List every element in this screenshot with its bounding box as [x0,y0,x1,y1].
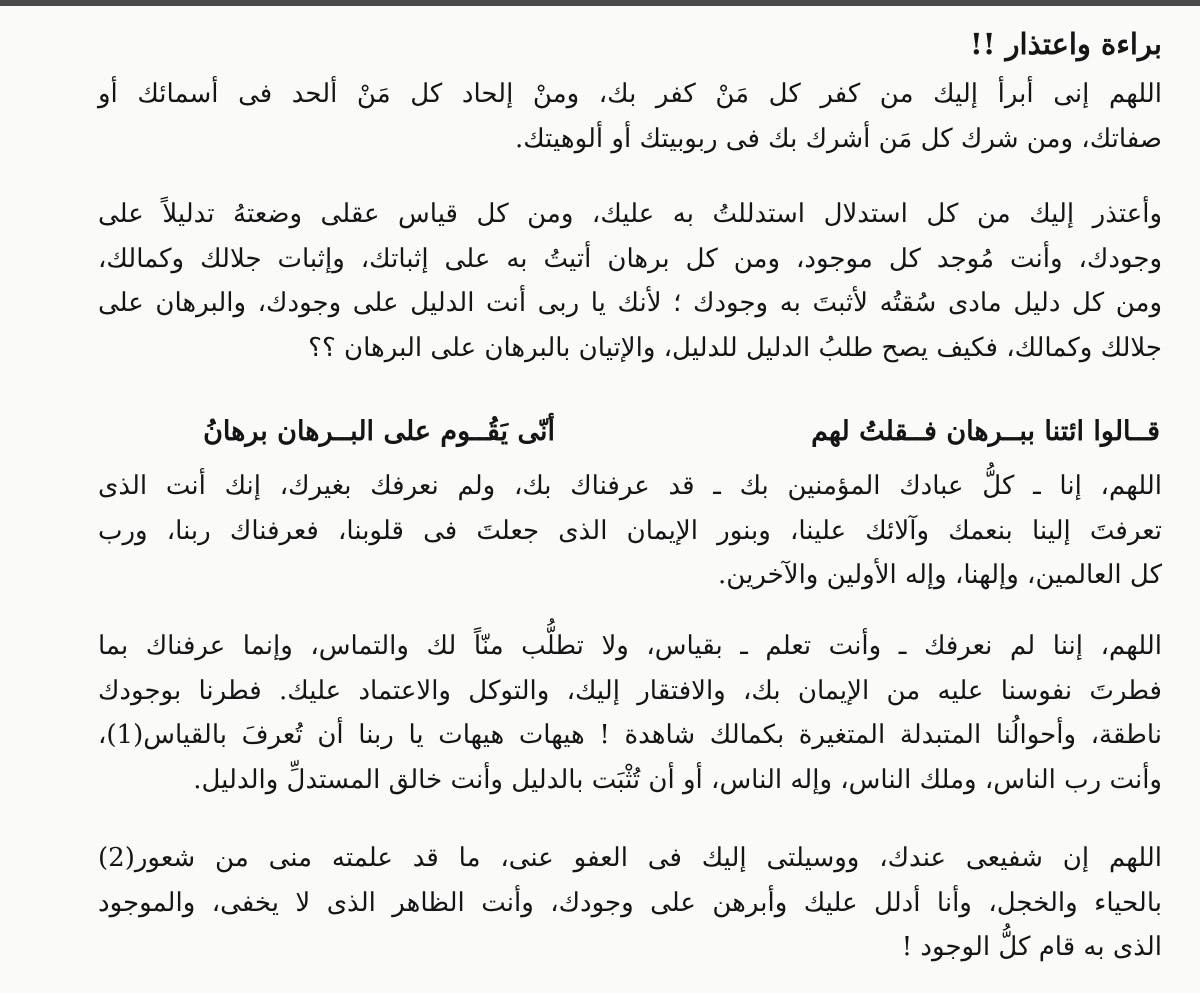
paragraph-line: اللهم إنى أبرأ إليك من كفر كل مَنْ كفر بك، ومنْ إلحاد كل مَنْ ألحد فى أسمائك أو [98,79,1162,109]
paragraph-knowledge [98,464,1162,598]
paragraph-line: بالحياء والخجل، وأنا أدلل عليك وأبرهن على وجودك، وأنت الظاهر الذى لا يخفى، والموجود [98,887,1162,918]
paragraph-disavowal [98,72,1162,161]
section-heading: براءة واعتذار !! [969,27,1162,61]
paragraph-line: كل العالمين، وإلهنا، وإله الأولين والآخرين. [718,560,1162,590]
paragraph-line: وأنت رب الناس، وملك الناس، وإله الناس، أو أن تُثْبَت بالدليل وأنت خالق المستدلِّ والدليل. [193,764,1162,795]
paragraph-line: وأعتذر إليك من كل استدلال استدللتُ به عليك، ومن كل قياس عقلى وضعتهُ تدليلاً على [98,199,1162,229]
paragraph-line: الذى به قام كلُّ الوجود ! [901,932,1162,962]
paragraph-line: فطرتَ نفوسنا عليه من الإيمان بك، والافتقار إليك، والتوكل والاعتماد عليك. فطرنا بوجودك [98,675,1162,706]
paragraph-line: تعرفتَ إلينا بنعمك وآلائك علينا، وبنور الإيمان الذى جعلتَ فى قلوبنا، فعرفناك ربنا، ورب [98,515,1162,546]
paragraph-line: ومن كل دليل مادى سُقتُه لأثبتَ به وجودك ؛ لأنك يا ربى أنت الدليل على وجودك، والبرهان على [98,288,1162,318]
paragraph-line: اللهم، إنا ـ كلُّ عبادك المؤمنين بك ـ قد عرفناك بك، ولم نعرفك بغيرك، إنك أنت الذى [98,471,1162,501]
paragraph-intercession [98,836,1162,970]
paragraph-line: صفاتك، ومن شرك كل مَن أشرك بك فى ربوبيتك أو ألوهيتك. [515,123,1162,154]
paragraph-apology [98,192,1162,370]
verse-second-hemistich: أنّى يَقُــوم على البــرهان برهانُ [203,416,555,447]
paragraph-line: جلالك وكمالك، فكيف يصح طلبُ الدليل للدليل، والإتيان بالبرهان على البرهان ؟؟ [308,332,1162,363]
paragraph-line: اللهم، إننا لم نعرفك ـ وأنت تعلم ـ بقياس، ولا تطلُّب منّاً لك والتماس، وإنما عرفناك بما [98,631,1162,661]
paragraph-line: ناطقة، وأحوالُنا المتبدلة المتغيرة بكمالك شاهدة ! هيهات هيهات يا ربنا أن تُعرفَ بالقياس(1)، [98,720,1162,750]
paragraph-fitra [98,624,1162,802]
paragraph-line: وجودك، وأنت مُوجد كل موجود، ومن كل برهان أتيتُ به على إثباتك، وإثبات جلالك وكمالك، [98,243,1162,274]
verse-first-hemistich: قــالوا ائتنا ببــرهان فــقلتُ لهم [811,416,1160,447]
paragraph-line: اللهم إن شفيعى عندك، ووسيلتى إليك فى العفو عنى، ما قد علمته منى من شعور(2) [98,843,1162,873]
